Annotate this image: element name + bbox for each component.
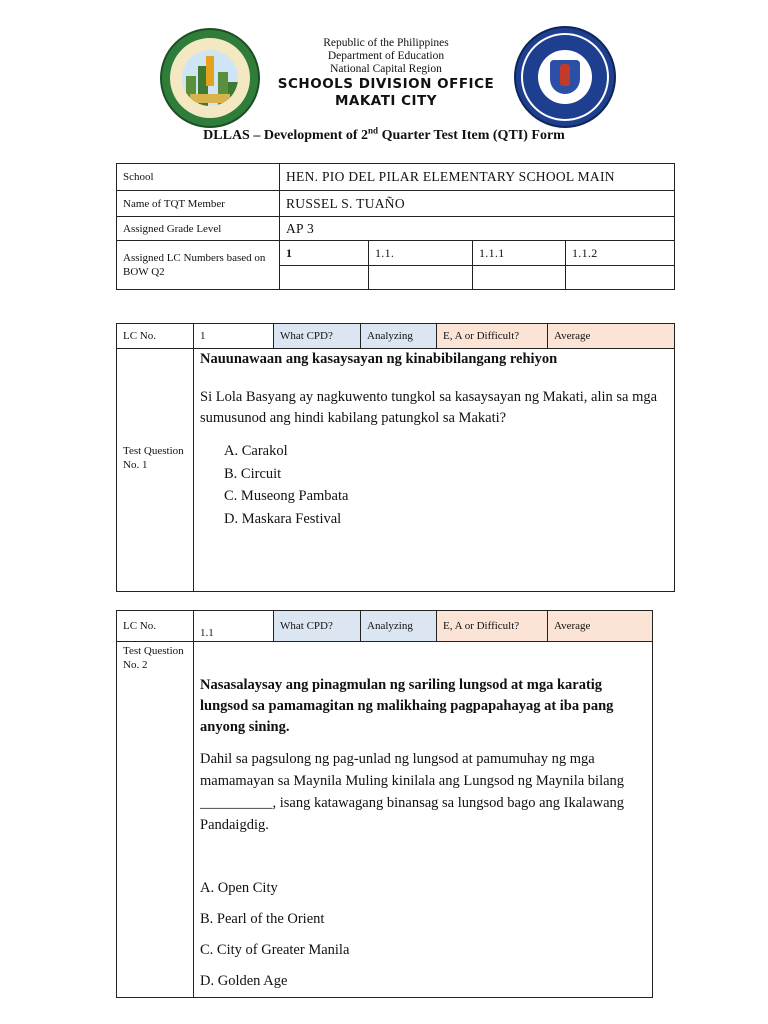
cpd-value: Analyzing	[361, 324, 437, 349]
lc-value-3: 1.1.1	[473, 241, 566, 266]
competency-text: Nauunawaan ang kasaysayan ng kinabibilangang rehiyon	[200, 351, 558, 367]
header-department: Department of Education	[327, 50, 445, 62]
deped-ncr-seal-logo	[160, 28, 260, 128]
lc-no-value: 1.1	[194, 611, 274, 642]
grade-value: AP 3	[280, 217, 675, 241]
choice-a: A. Open City	[200, 880, 278, 896]
test-question-label: Test Question No. 1	[117, 349, 194, 592]
member-value: RUSSEL S. TUAÑO	[280, 191, 675, 217]
choice-c: C. City of Greater Manila	[200, 942, 350, 958]
question-1-content	[200, 349, 672, 530]
question-2-content	[200, 675, 646, 997]
difficulty-value: Average	[548, 611, 653, 642]
info-table	[116, 163, 675, 290]
choice-d: D. Golden Age	[200, 973, 288, 989]
lc-value-4: 1.1.2	[566, 241, 675, 266]
test-question-label: Test Question No. 2	[117, 642, 194, 998]
cpd-label: What CPD?	[274, 324, 361, 349]
lc-numbers-label: Assigned LC Numbers based on BOW Q2	[117, 241, 280, 290]
header-region: National Capital Region	[330, 63, 442, 75]
choice-a: A. Carakol	[224, 443, 288, 459]
lc-no-value: 1	[194, 324, 274, 349]
choice-b: B. Pearl of the Orient	[200, 911, 325, 927]
grade-label: Assigned Grade Level	[117, 217, 280, 241]
form-title: DLLAS – Development of 2nd Quarter Test Item (QTI) Form	[203, 125, 565, 143]
header-republic: Republic of the Philippines	[323, 37, 449, 49]
choice-d: D. Maskara Festival	[224, 510, 342, 527]
choice-c: C. Museong Pambata	[224, 488, 349, 504]
choice-b: B. Circuit	[224, 465, 282, 482]
lc-no-label: LC No.	[117, 324, 194, 349]
difficulty-label: E, A or Difficult?	[437, 324, 548, 349]
school-value: HEN. PIO DEL PILAR ELEMENTARY SCHOOL MAIN	[280, 164, 675, 191]
difficulty-label: E, A or Difficult?	[437, 611, 548, 642]
header-city: MAKATI CITY	[334, 93, 438, 109]
cpd-label: What CPD?	[274, 611, 361, 642]
cpd-value: Analyzing	[361, 611, 437, 642]
lc-no-label: LC No.	[117, 611, 194, 642]
lc-empty-cell	[369, 266, 473, 290]
question-text: Dahil sa pagsulong ng pag-unlad ng lungsod at pamumuhay ng mga mamamayan sa Maynila Muling kinilala ang Lungsod ng Maynila bilang __________, isang katawagang binansag sa lungsod bago ang Ikalawang Pandaigdig.	[200, 751, 625, 833]
competency-text: Nasasalaysay ang pinagmulan ng sariling lungsod at mga karatig lungsod sa pamamagitan ng malikhaing pagpapahayag at iba pang anyong sining.	[200, 677, 614, 735]
lc-value-2: 1.1.	[369, 241, 473, 266]
lc-empty-cell	[473, 266, 566, 290]
kagawaran-seal-logo	[514, 26, 616, 128]
member-label: Name of TQT Member	[117, 191, 280, 217]
school-label: School	[117, 164, 280, 191]
header-office: SCHOOLS DIVISION OFFICE	[277, 76, 495, 92]
lc-empty-cell	[280, 266, 369, 290]
lc-empty-cell	[566, 266, 675, 290]
lc-value-1: 1	[280, 241, 369, 266]
difficulty-value: Average	[548, 324, 675, 349]
question-text: Si Lola Basyang ay nagkuwento tungkol sa kasaysayan ng Makati, alin sa mga sumusunod ang hindi kabilang patungkol sa Makati?	[200, 389, 658, 426]
